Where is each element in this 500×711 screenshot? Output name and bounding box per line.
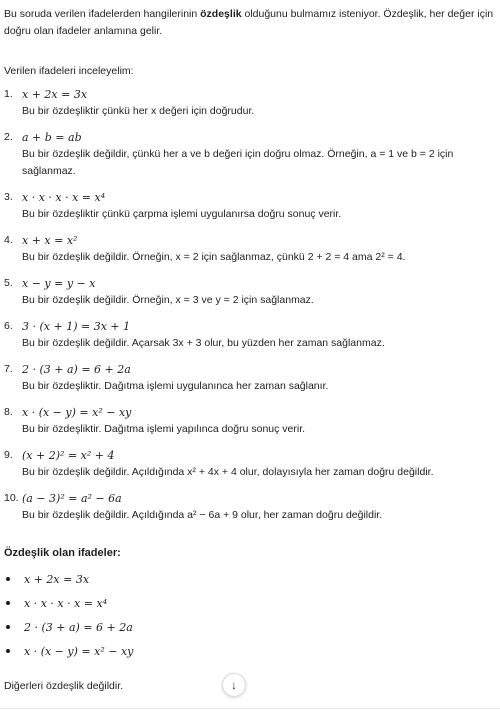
item-formula: a + b = ab (22, 131, 82, 144)
bullet-dot (6, 601, 10, 605)
item-formula: 2 · (3 + a) = 6 + 2a (22, 363, 131, 376)
item-number: 1. (4, 88, 13, 100)
summary-title: Özdeşlik olan ifadeler: (4, 547, 121, 559)
intro-paragraph (4, 6, 494, 40)
list-item (4, 404, 494, 438)
summary-item (6, 595, 133, 619)
list-item (4, 490, 494, 524)
closing-text: Diğerleri özdeşlik değildir. (4, 680, 124, 692)
summary-formula: x · (x − y) = x² − xy (24, 645, 134, 658)
arrow-down-icon: ↓ (231, 678, 237, 692)
item-formula: x + 2x = 3x (22, 88, 88, 101)
item-number: 3. (4, 191, 13, 203)
item-formula: x − y = y − x (22, 277, 96, 290)
bullet-dot (6, 577, 10, 581)
section-heading: Verilen ifadeleri inceleyelim: (4, 65, 134, 77)
item-formula: x · x · x · x = x⁴ (22, 191, 106, 204)
item-formula: (x + 2)² = x² + 4 (22, 449, 115, 462)
summary-item (6, 571, 133, 595)
item-explanation: Bu bir özdeşliktir. Dağıtma işlemi yapılınca doğru sonuç verir. (22, 423, 306, 435)
item-number: 2. (4, 131, 13, 143)
item-explanation: Bu bir özdeşlik değildir. Açıldığında x² + 4x + 4 olur, dolayısıyla her zaman doğru değildir. (22, 466, 434, 478)
summary-item (6, 619, 133, 643)
item-explanation: Bu bir özdeşliktir çünkü her x değeri için doğrudur. (22, 105, 255, 117)
list-item (4, 318, 494, 352)
list-item (4, 86, 494, 120)
summary-item (6, 643, 133, 667)
item-number: 5. (4, 277, 13, 289)
bullet-dot (6, 625, 10, 629)
item-explanation: Bu bir özdeşlik değildir, çünkü her a ve b değeri için doğru olmaz. Örneğin, a = 1 ve b = 2 için sağlanmaz. (22, 148, 454, 177)
item-number: 10. (4, 492, 19, 504)
item-number: 8. (4, 406, 13, 418)
expression-list (4, 86, 494, 533)
item-number: 4. (4, 234, 13, 246)
item-number: 7. (4, 363, 13, 375)
item-explanation: Bu bir özdeşlik değildir. Örneğin, x = 2 için sağlanmaz, çünkü 2 + 2 = 4 ama 2² = 4. (22, 251, 406, 263)
item-formula: x + x = x² (22, 234, 78, 247)
summary-list (6, 571, 133, 667)
item-formula: 3 · (x + 1) = 3x + 1 (22, 320, 131, 333)
item-formula: x · (x − y) = x² − xy (22, 406, 132, 419)
item-explanation: Bu bir özdeşliktir. Dağıtma işlemi uygulanınca her zaman sağlanır. (22, 380, 329, 392)
list-item (4, 129, 494, 180)
list-item (4, 189, 494, 223)
list-item (4, 447, 494, 481)
item-number: 6. (4, 320, 13, 332)
item-explanation: Bu bir özdeşlik değildir. Açarsak 3x + 3 olur, bu yüzden her zaman sağlanmaz. (22, 337, 385, 349)
intro-text-pre: Bu soruda verilen ifadelerden hangilerinin (4, 8, 201, 20)
summary-formula: x · x · x · x = x⁴ (24, 597, 108, 610)
intro-text-post: olduğunu bulmamız isteniyor. Özdeşlik, her değer için doğru olan ifadeler anlamına gelir. (4, 8, 494, 37)
list-item (4, 232, 494, 266)
list-item (4, 275, 494, 309)
summary-formula: x + 2x = 3x (24, 573, 90, 586)
bullet-dot (6, 649, 10, 653)
summary-formula: 2 · (3 + a) = 6 + 2a (24, 621, 133, 634)
item-formula: (a − 3)² = a² − 6a (22, 492, 122, 505)
divider (0, 708, 500, 709)
intro-bold-term: özdeşlik (200, 8, 242, 20)
item-explanation: Bu bir özdeşlik değildir. Açıldığında a² − 6a + 9 olur, her zaman doğru değildir. (22, 509, 383, 521)
scroll-down-button[interactable] (222, 673, 246, 697)
item-explanation: Bu bir özdeşliktir çünkü çarpma işlemi uygulanırsa doğru sonuç verir. (22, 208, 342, 220)
item-explanation: Bu bir özdeşlik değildir. Örneğin, x = 3 ve y = 2 için sağlanmaz. (22, 294, 314, 306)
item-number: 9. (4, 449, 13, 461)
list-item (4, 361, 494, 395)
